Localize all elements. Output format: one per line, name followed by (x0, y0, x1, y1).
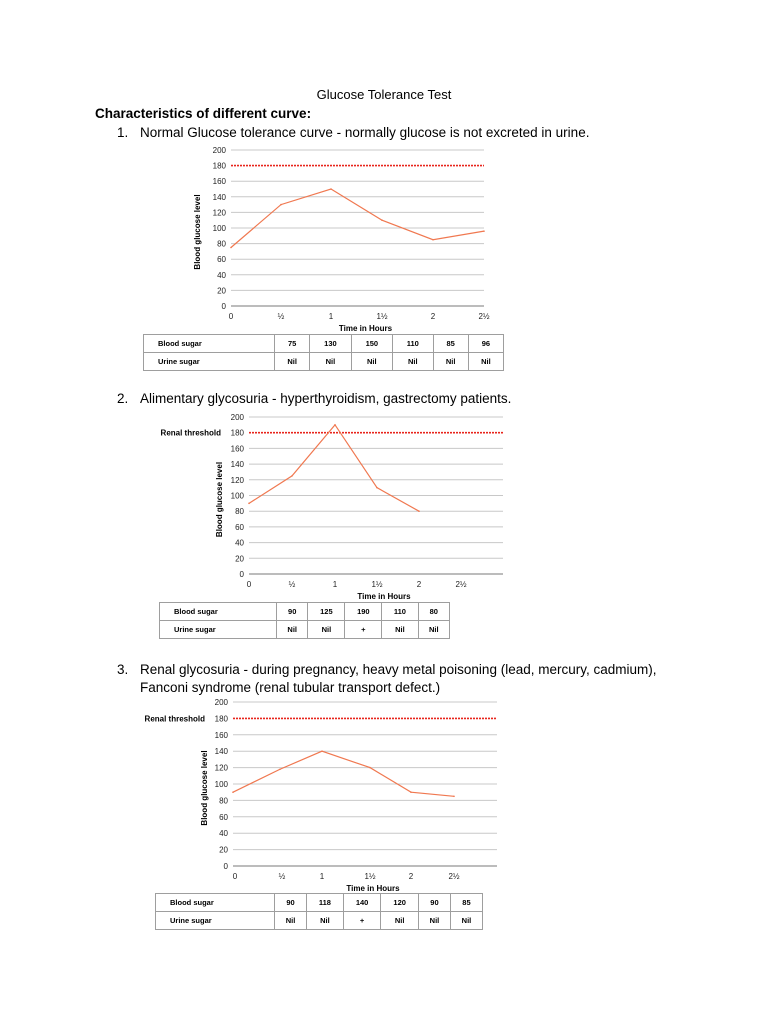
table-cell: 125 (308, 603, 345, 621)
table-cell: Nil (433, 353, 468, 371)
table-cell: Nil (381, 912, 419, 930)
table-cell: 118 (306, 894, 343, 912)
table-cell: Nil (310, 353, 351, 371)
y-tick-label: 20 (219, 845, 228, 855)
y-tick-label: 20 (235, 554, 244, 564)
x-axis-title: Time in Hours (338, 324, 393, 333)
table-cell: 110 (382, 603, 418, 621)
y-tick-label: 0 (223, 862, 228, 871)
y-tick-label: 100 (230, 491, 244, 501)
table-cell: 90 (418, 894, 450, 912)
table-cell: 85 (450, 894, 482, 912)
section-text: Normal Glucose tolerance curve - normally glucose is not excreted in urine. (140, 125, 590, 140)
row-label: Blood sugar (144, 335, 275, 353)
y-tick-label: 180 (212, 161, 226, 171)
table-cell: 190 (345, 603, 382, 621)
row-label: Urine sugar (144, 353, 275, 371)
table-cell: Nil (418, 912, 450, 930)
y-tick-label: 200 (214, 698, 228, 707)
x-tick-label: 2½ (448, 872, 460, 881)
data-point (410, 791, 412, 793)
table-row (156, 894, 483, 912)
section-number: 3. (117, 662, 129, 677)
y-tick-label: 40 (235, 538, 244, 548)
y-tick-label: 160 (230, 444, 244, 454)
x-tick-label: ½ (278, 872, 286, 881)
x-tick-label: 1 (319, 872, 325, 881)
x-tick-label: 1½ (376, 312, 388, 321)
y-tick-label: 120 (212, 208, 226, 218)
document-title: Glucose Tolerance Test (316, 87, 452, 102)
y-tick-label: 20 (217, 286, 226, 296)
y-tick-label: 40 (219, 829, 228, 839)
x-axis-title: Time in Hours (357, 592, 411, 601)
y-axis-title: Blood glucose level (193, 194, 202, 270)
section-text: Renal glycosuria - during pregnancy, heavy metal poisoning (lead, mercury, cadmium), (140, 662, 657, 677)
data-point (453, 796, 455, 798)
document-subtitle: Characteristics of different curve: (95, 106, 312, 121)
section-number: 1. (117, 125, 129, 140)
table-cell: 90 (275, 894, 307, 912)
row-label: Blood sugar (156, 894, 275, 912)
y-tick-label: 140 (230, 460, 244, 470)
x-tick-label: 1 (328, 312, 334, 321)
data-point (279, 768, 281, 770)
data-point (321, 750, 323, 752)
table-cell: 120 (381, 894, 419, 912)
y-tick-label: 80 (219, 796, 228, 806)
x-tick-label: 2 (430, 312, 436, 321)
row-label: Urine sugar (156, 912, 275, 930)
table-row (156, 912, 483, 930)
table-cell: 130 (310, 335, 351, 353)
y-tick-label: 60 (219, 812, 228, 822)
table-cell: 150 (351, 335, 392, 353)
data-point (369, 767, 371, 769)
x-tick-label: 1½ (364, 872, 376, 881)
table-cell: Nil (306, 912, 343, 930)
x-tick-label: 1½ (371, 580, 383, 589)
x-tick-label: ½ (288, 580, 296, 589)
y-tick-label: 160 (214, 730, 228, 740)
section-text: Alimentary glycosuria - hyperthyroidism, gastrectomy patients. (140, 391, 512, 406)
y-tick-label: 80 (217, 239, 226, 249)
table-cell: 96 (468, 335, 503, 353)
y-tick-label: 60 (235, 522, 244, 532)
y-tick-label: 100 (214, 780, 228, 789)
y-axis-title: Blood glucose level (200, 750, 209, 826)
x-tick-label: 2 (416, 580, 422, 589)
x-tick-label: 2 (408, 872, 414, 881)
table-cell: Nil (382, 621, 418, 639)
table-cell: Nil (393, 353, 434, 371)
y-tick-label: 80 (235, 507, 244, 517)
x-tick-label: 1 (332, 580, 338, 589)
x-tick-label: ½ (277, 312, 285, 321)
section-text: Fanconi syndrome (renal tubular transport defect.) (140, 680, 441, 695)
table-cell: + (343, 912, 381, 930)
x-axis-title: Time in Hours (346, 884, 400, 893)
table-cell: 80 (418, 603, 449, 621)
table-cell: 75 (275, 335, 310, 353)
x-tick-label: 0 (232, 872, 238, 881)
y-tick-label: 160 (212, 177, 226, 187)
y-tick-label: 140 (212, 192, 226, 202)
y-tick-label: 180 (214, 714, 228, 724)
table-cell: Nil (418, 621, 449, 639)
data-point (232, 791, 234, 793)
table-cell: Nil (275, 353, 310, 371)
y-axis-title: Blood glucose level (215, 461, 224, 538)
x-tick-label: 0 (228, 312, 234, 321)
table-cell: 110 (393, 335, 434, 353)
table-cell: Nil (351, 353, 392, 371)
y-tick-label: 60 (217, 255, 226, 265)
x-tick-label: 0 (246, 580, 252, 589)
row-label: Urine sugar (160, 621, 277, 639)
table-cell: Nil (308, 621, 345, 639)
table-cell: Nil (275, 912, 307, 930)
y-tick-label: 0 (221, 302, 226, 311)
y-tick-label: 200 (212, 146, 226, 155)
table-cell: 90 (277, 603, 308, 621)
table-cell: 85 (433, 335, 468, 353)
y-tick-label: 40 (217, 270, 226, 280)
table-cell: Nil (450, 912, 482, 930)
section-number: 2. (117, 391, 129, 406)
table-renal-glycosuria (155, 893, 483, 930)
row-label: Blood sugar (160, 603, 277, 621)
blood-glucose-line (233, 751, 454, 796)
table-cell: Nil (468, 353, 503, 371)
x-tick-label: 2½ (478, 312, 490, 321)
y-tick-label: 100 (212, 224, 226, 233)
y-tick-label: 140 (214, 747, 228, 757)
table-cell: 140 (343, 894, 381, 912)
y-tick-label: 120 (230, 475, 244, 485)
y-tick-label: 0 (239, 570, 244, 579)
y-tick-label: 200 (230, 413, 244, 422)
threshold-label: Renal threshold (160, 428, 221, 438)
x-tick-label: 2½ (455, 580, 467, 589)
table-cell: Nil (277, 621, 308, 639)
y-tick-label: 120 (214, 763, 228, 773)
threshold-label: Renal threshold (144, 714, 205, 724)
table-cell: + (345, 621, 382, 639)
y-tick-label: 180 (230, 428, 244, 438)
